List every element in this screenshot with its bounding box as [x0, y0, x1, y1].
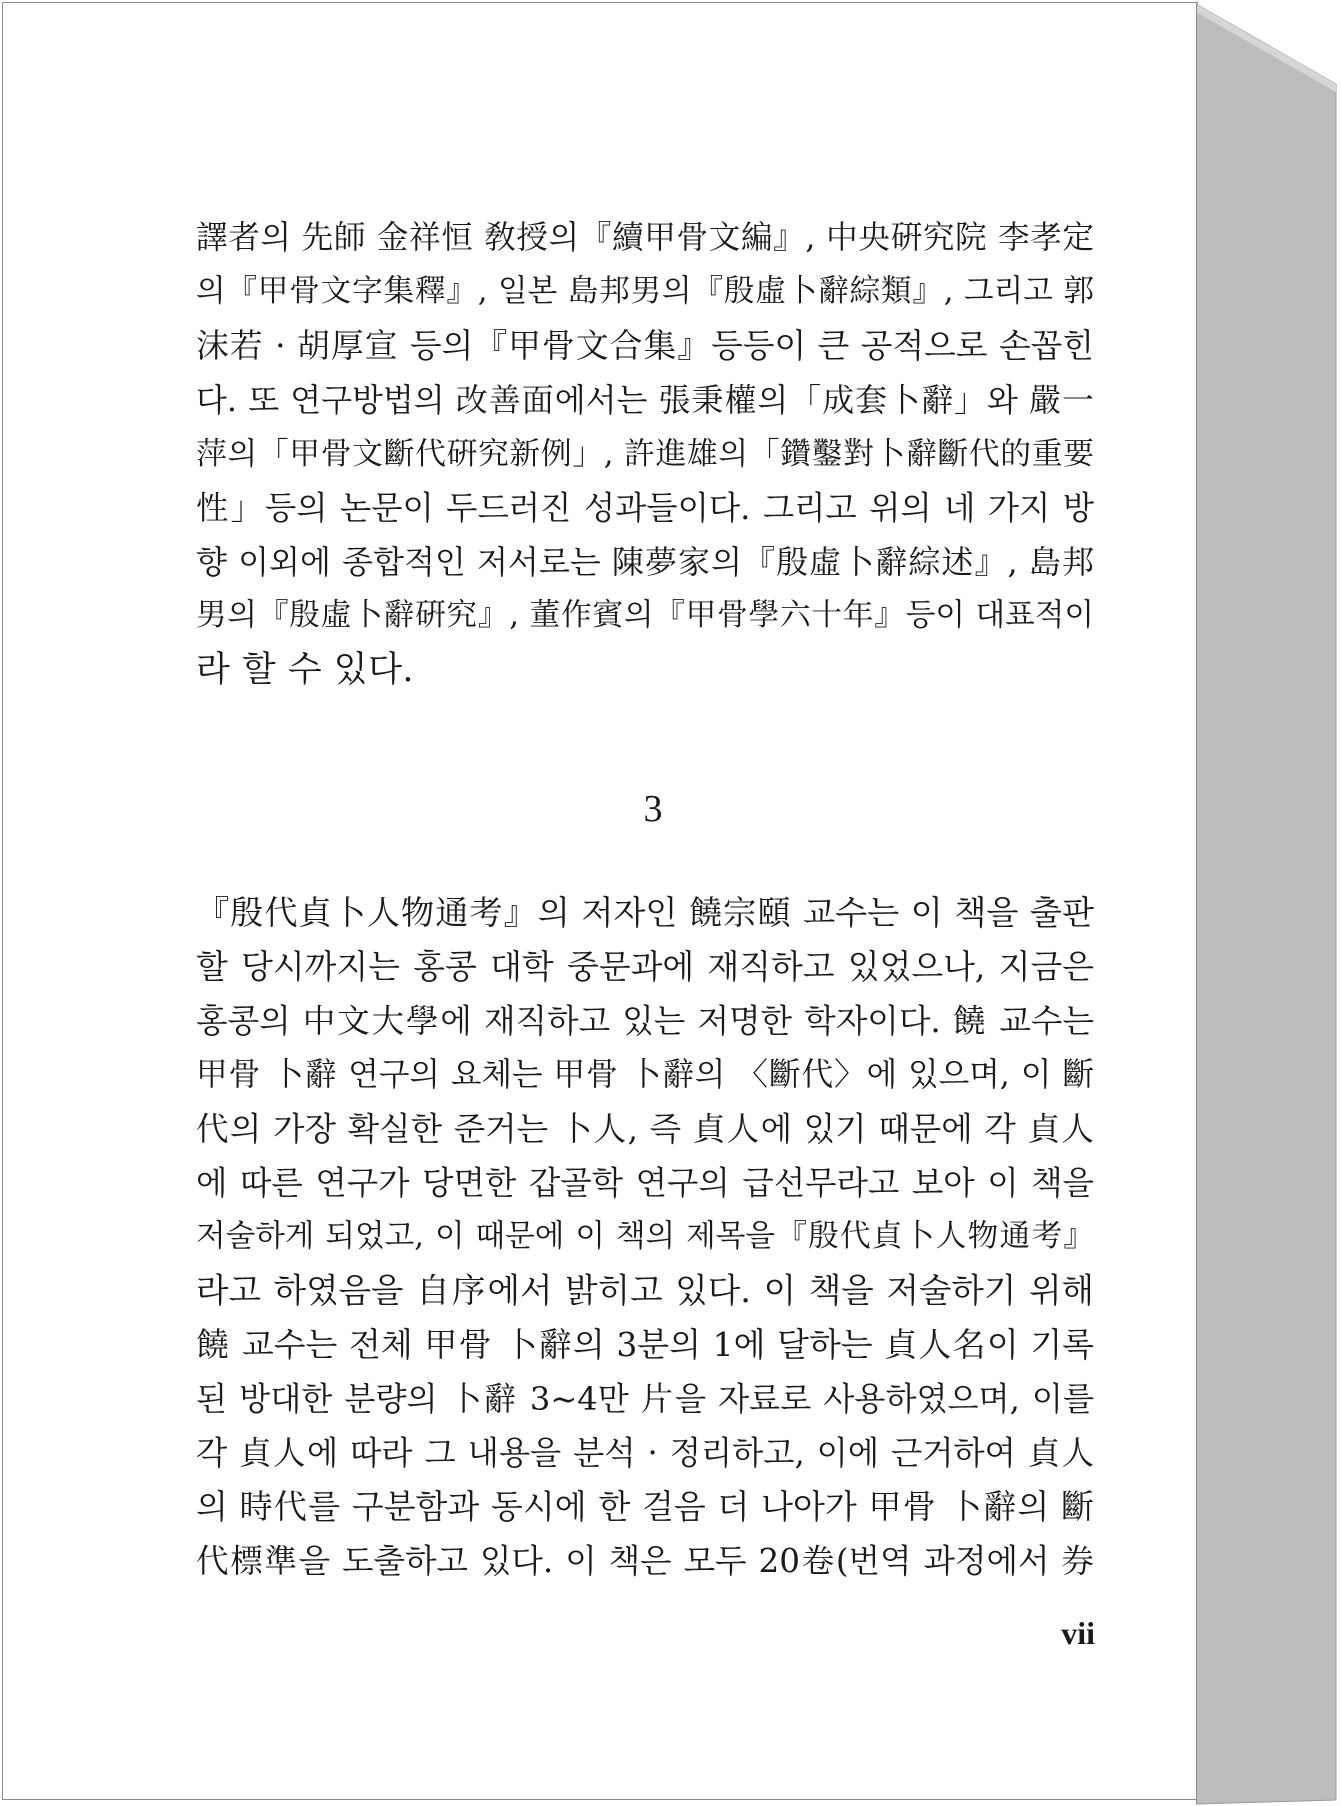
text-line: 『殷代貞卜人物通考』의 저자인 饒宗頤 교수는 이 책을 출판	[196, 893, 1094, 932]
text-line: 향 이외에 종합적인 저서로는 陳夢家의『殷虛卜辭綜述』, 島邦	[196, 543, 1094, 581]
text-line: 에 따른 연구가 당면한 갑골학 연구의 급선무라고 보아 이 책을	[196, 1164, 1094, 1202]
text-line: 라 할 수 있다.	[196, 650, 415, 690]
text-line: 饒 교수는 전체 甲骨 卜辭의 3분의 1에 달하는 貞人名이 기록	[196, 1325, 1094, 1364]
text-line: 할 당시까지는 홍콩 대학 중문과에 재직하고 있었으나, 지금은	[196, 947, 1094, 986]
paragraph-2	[196, 886, 1094, 1588]
text-line: 萍의「甲骨文斷代硏究新例」, 許進雄의「鑽鑿對卜辭斷代的重要	[196, 436, 1094, 472]
text-line: 다. 또 연구방법의 改善面에서는 張秉權의「成套卜辭」와 嚴一	[196, 381, 1094, 419]
text-line: 저술하게 되었고, 이 때문에 이 책의 제목을『殷代貞卜人物通考』	[196, 1219, 1094, 1254]
page-number: vii	[1061, 1615, 1095, 1651]
text-line: 의 時代를 구분함과 동시에 한 걸음 더 나아가 甲骨 卜辭의 斷	[196, 1487, 1094, 1526]
section-number: 3	[643, 788, 663, 830]
text-line: 男의『殷虛卜辭硏究』, 董作賓의『甲骨學六十年』등이 대표적이	[196, 598, 1094, 633]
text-line: 홍콩의 中文大學에 재직하고 있는 저명한 학자이다. 饒 교수는	[196, 1002, 1094, 1040]
text-line: 沫若 · 胡厚宣 등의『甲骨文合集』등등이 큰 공적으로 손꼽힌	[196, 327, 1094, 365]
text-line: 라고 하였음을 自序에서 밝히고 있다. 이 책을 저술하기 위해	[196, 1271, 1094, 1310]
text-line: 의『甲骨文字集釋』, 일본 島邦男의『殷虛卜辭綜類』, 그리고 郭	[196, 274, 1094, 309]
text-line: 된 방대한 분량의 卜辭 3~4만 片을 자료로 사용하였으며, 이를	[196, 1380, 1094, 1418]
text-line: 代의 가장 확실한 준거는 卜人, 즉 貞人에 있기 때문에 각 貞人	[196, 1110, 1094, 1148]
text-line: 각 貞人에 따라 그 내용을 분석 · 정리하고, 이에 근거하여 貞人	[196, 1434, 1094, 1472]
paragraph-1	[196, 211, 1094, 697]
page-edge-shadow	[1196, 0, 1342, 1806]
book-page	[2, 2, 1198, 1800]
text-line: 代標準을 도출하고 있다. 이 책은 모두 20卷(번역 과정에서 券	[196, 1542, 1094, 1580]
text-line: 譯者의 先師 金祥恒 敎授의『續甲骨文編』, 中央硏究院 李孝定	[196, 220, 1094, 256]
text-line: 甲骨 卜辭 연구의 요체는 甲骨 卜辭의 〈斷代〉에 있으며, 이 斷	[196, 1057, 1094, 1093]
text-line: 性」등의 논문이 두드러진 성과들이다. 그리고 위의 네 가지 방	[196, 489, 1094, 527]
